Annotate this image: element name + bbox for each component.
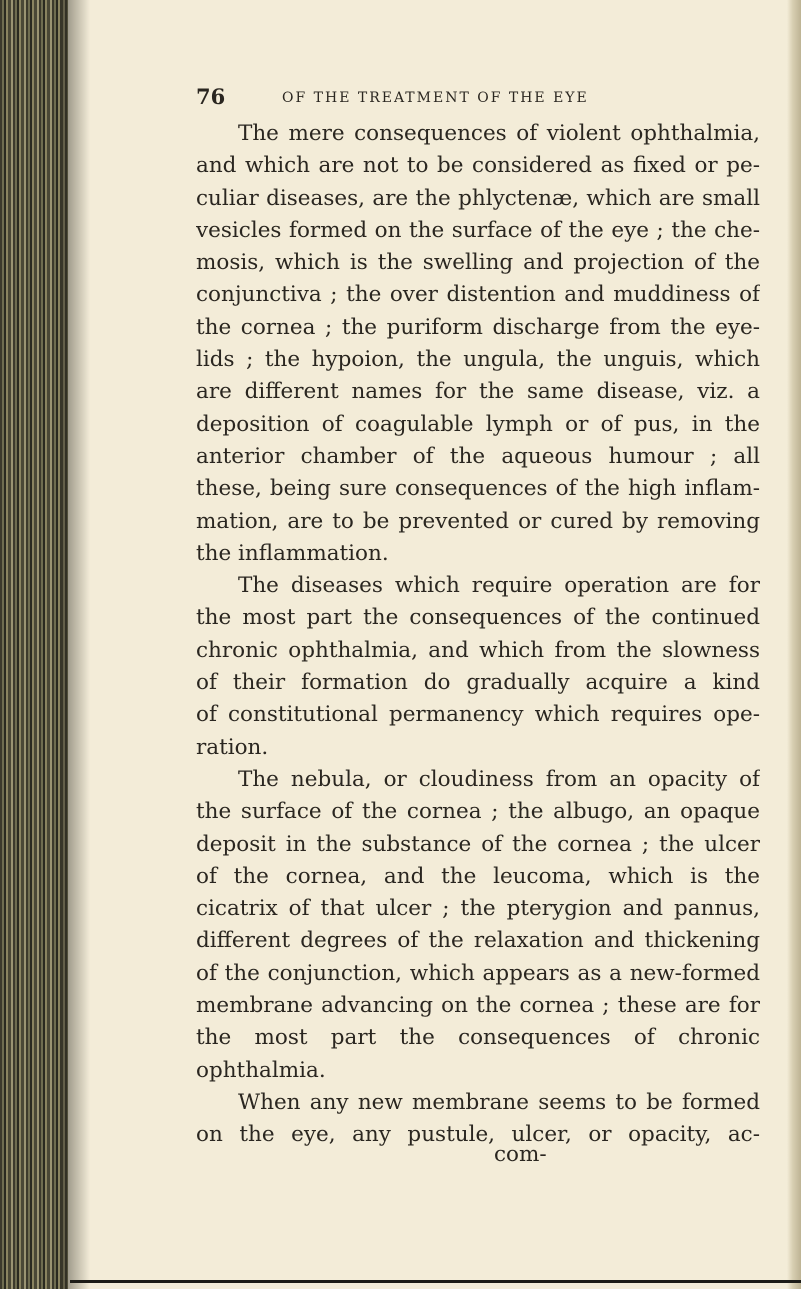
text-line: membrane advancing on the cornea ; these are for bbox=[196, 993, 760, 1019]
book-page bbox=[196, 78, 760, 1152]
paragraph bbox=[196, 764, 760, 1087]
page-number: 76 bbox=[196, 84, 226, 109]
text-line: the inflammation. bbox=[196, 540, 389, 566]
paragraph bbox=[196, 118, 760, 570]
page-header bbox=[196, 78, 760, 118]
body-text bbox=[196, 118, 760, 1152]
text-line: When any new membrane seems to be formed bbox=[238, 1089, 760, 1115]
text-line: on the eye, any pustule, ulcer, or opacity, ac- bbox=[196, 1122, 760, 1148]
text-line: anterior chamber of the aqueous humour ; all bbox=[196, 443, 760, 469]
text-line: chronic ophthalmia, and which from the slowness bbox=[196, 637, 760, 663]
page-edge bbox=[787, 0, 801, 1289]
text-line: The diseases which require operation are for bbox=[238, 573, 760, 599]
text-line: these, being sure consequences of the high inflam- bbox=[196, 476, 760, 502]
text-line: The nebula, or cloudiness from an opacity of bbox=[238, 766, 760, 792]
text-line: lids ; the hypoion, the ungula, the unguis, which bbox=[196, 347, 760, 373]
bottom-edge-rule bbox=[70, 1280, 801, 1283]
text-line: different degrees of the relaxation and thickening bbox=[196, 928, 760, 954]
text-line: vesicles formed on the surface of the eye ; the che- bbox=[196, 217, 760, 243]
text-line: of the conjunction, which appears as a new-formed bbox=[196, 960, 760, 986]
text-line: The mere consequences of violent ophthalmia, bbox=[238, 121, 760, 146]
text-line: cicatrix of that ulcer ; the pterygion and pannus, bbox=[196, 896, 760, 922]
text-line: the most part the consequences of the continued bbox=[196, 605, 760, 631]
text-line: conjunctiva ; the over distention and muddiness of bbox=[196, 282, 760, 308]
book-spine-gutter bbox=[0, 0, 68, 1289]
running-head: OF THE TREATMENT OF THE EYE bbox=[282, 90, 589, 106]
paragraph bbox=[196, 570, 760, 764]
text-line: and which are not to be considered as fixed or pe- bbox=[196, 153, 760, 179]
text-line: the most part the consequences of chronic bbox=[196, 1025, 760, 1051]
text-line: ophthalmia. bbox=[196, 1057, 326, 1083]
text-line: the surface of the cornea ; the albugo, an opaque bbox=[196, 799, 760, 825]
text-line: mation, are to be prevented or cured by removing bbox=[196, 508, 760, 534]
text-line: are different names for the same disease, viz. a bbox=[196, 379, 760, 405]
text-line: mosis, which is the swelling and projection of the bbox=[196, 250, 760, 276]
text-line: of constitutional permanency which requires ope- bbox=[196, 702, 760, 728]
text-line: deposition of coagulable lymph or of pus, in the bbox=[196, 411, 760, 437]
text-line: deposit in the substance of the cornea ; the ulcer bbox=[196, 831, 760, 857]
gutter-shadow bbox=[60, 0, 90, 1289]
text-line: culiar diseases, are the phlyctenæ, which are small bbox=[196, 185, 760, 211]
paragraph bbox=[196, 1087, 760, 1152]
text-line: the cornea ; the puriform discharge from the eye- bbox=[196, 314, 760, 340]
catchword: com- bbox=[494, 1142, 547, 1167]
text-line: of the cornea, and the leucoma, which is the bbox=[196, 863, 760, 889]
text-line: of their formation do gradually acquire a kind bbox=[196, 670, 760, 696]
text-line: ration. bbox=[196, 734, 269, 760]
